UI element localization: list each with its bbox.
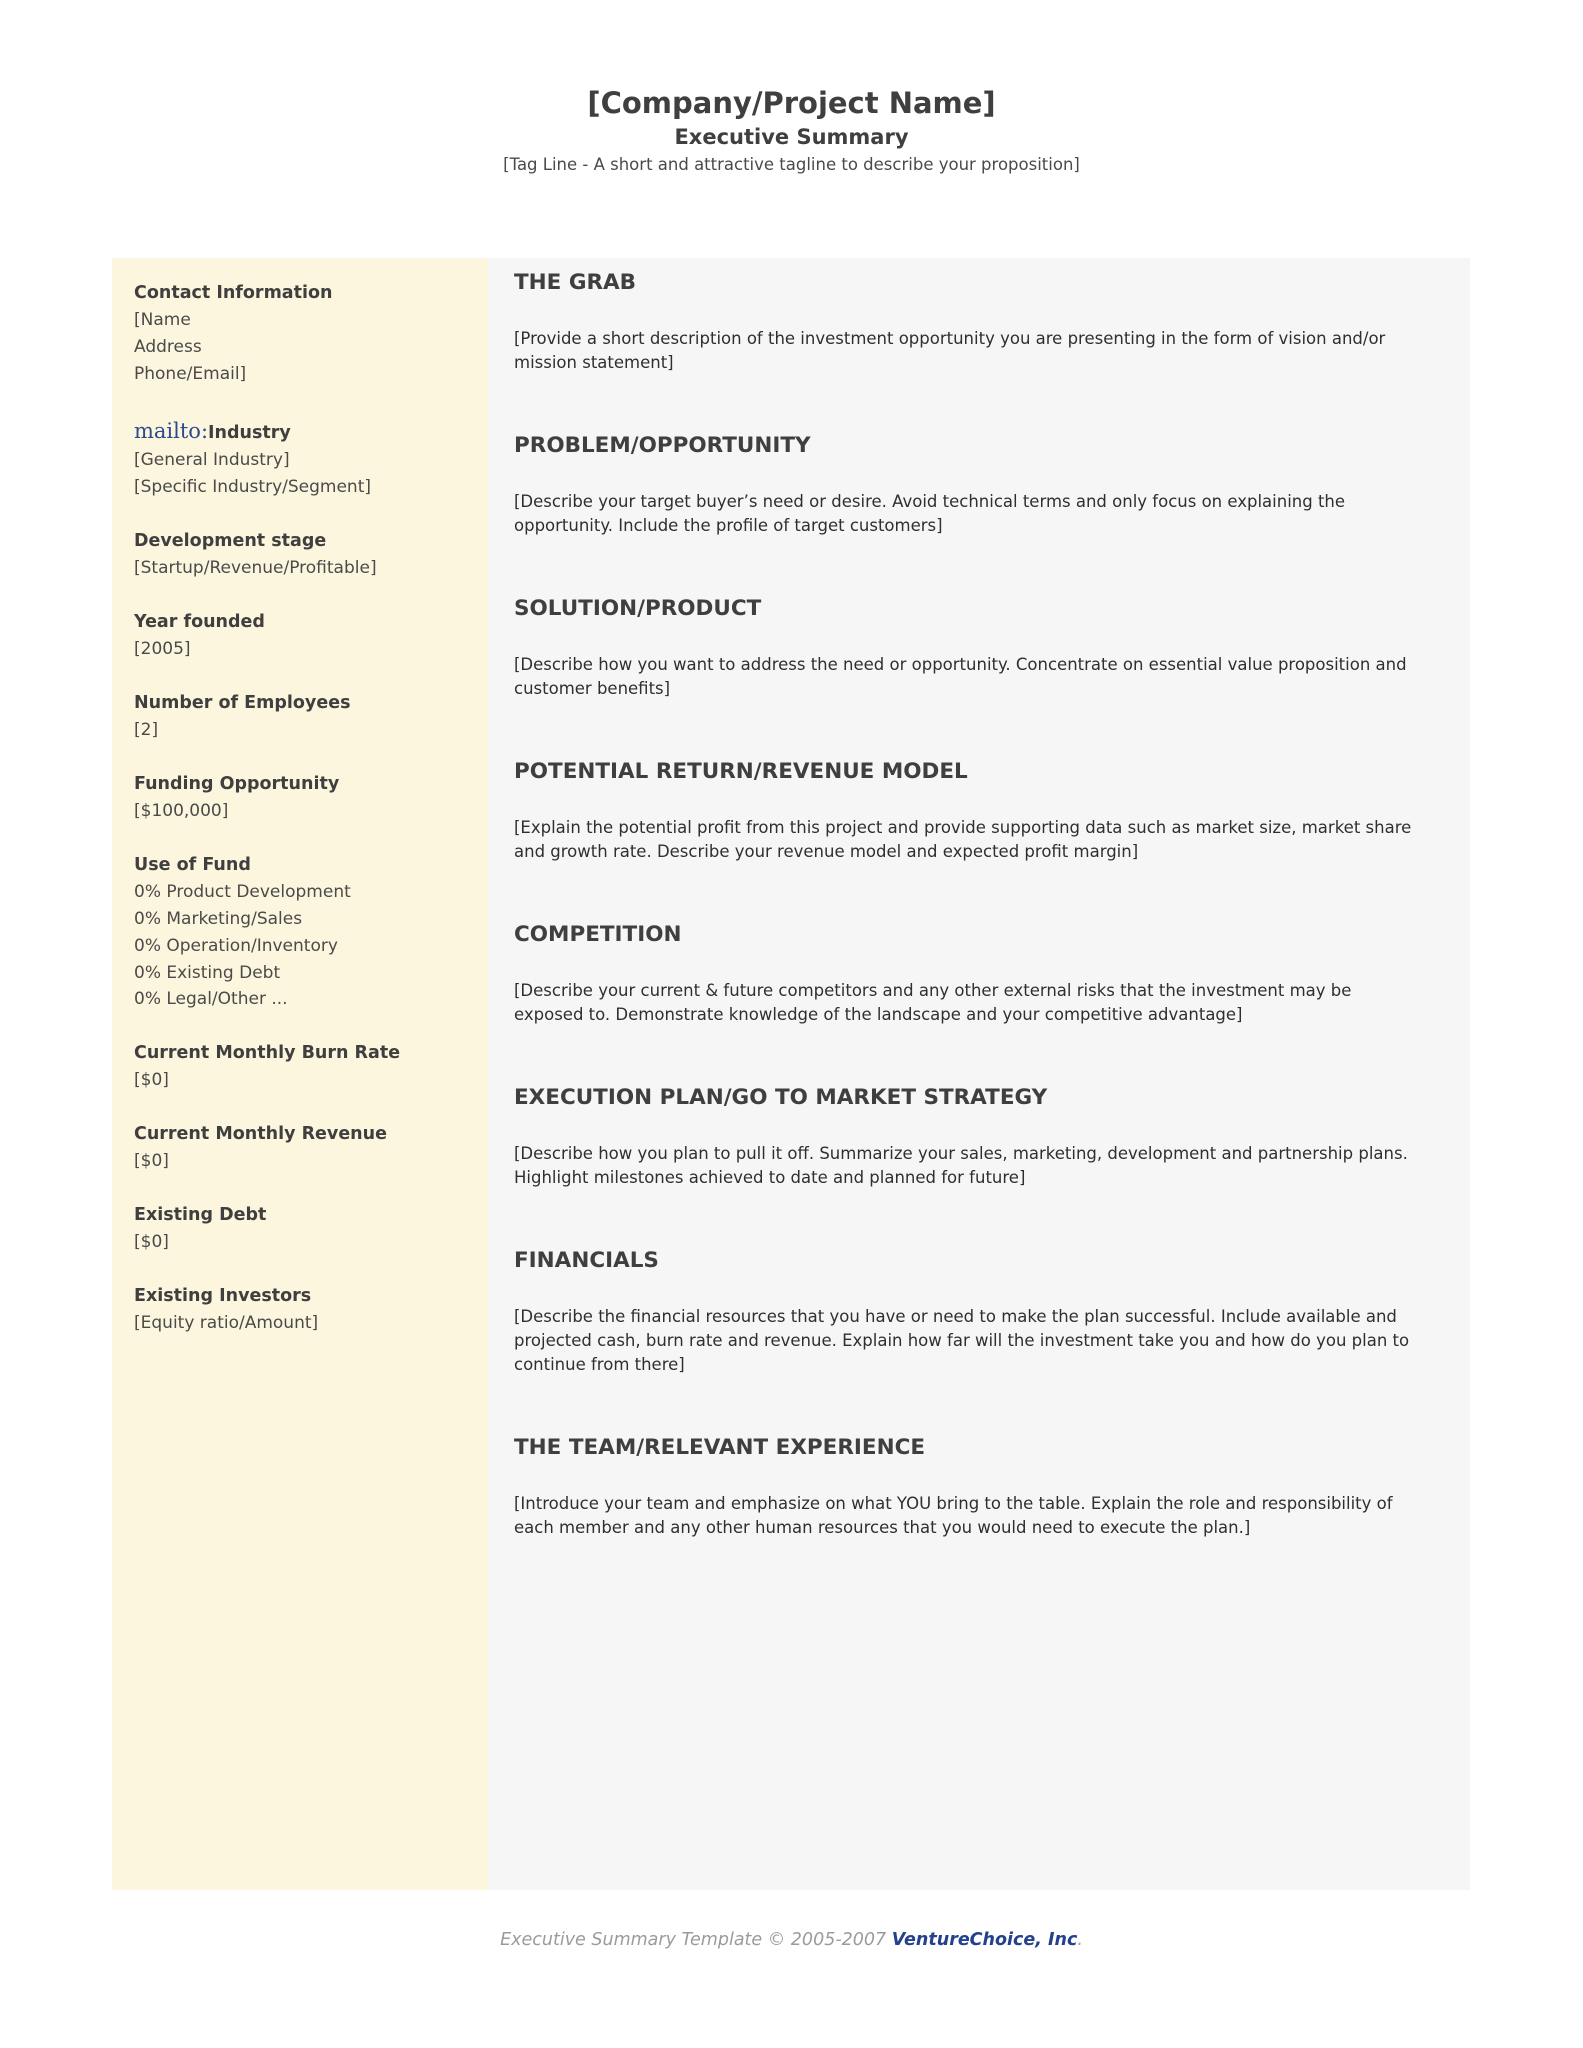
- sidebar-section-value: [Specific Industry/Segment]: [134, 477, 371, 498]
- sidebar-section-label: Industry: [208, 422, 291, 443]
- section-body: [Describe your target buyer’s need or desire. Avoid technical terms and only focus on explaining the opportunity. Include the profile of target customers]: [514, 491, 1346, 535]
- sidebar-section-value: [$100,000]: [134, 801, 229, 822]
- sidebar-section-heading: [134, 690, 470, 717]
- sidebar-section-label: Current Monthly Burn Rate: [134, 1043, 401, 1064]
- sidebar-section-label: Development stage: [134, 530, 327, 551]
- sidebar-section: [134, 609, 470, 663]
- section-body: [Describe your current & future competitors and any other external risks that the investment may be exposed to. Demonstrate knowledge of the landscape and your competitive advantage]: [514, 980, 1352, 1024]
- section-body: [Describe how you want to address the need or opportunity. Concentrate on essential value proposition and customer benefits]: [514, 654, 1407, 698]
- sidebar-section-value: 0% Product Development: [134, 882, 351, 903]
- section-heading: POTENTIAL RETURN/REVENUE MODEL: [514, 758, 968, 784]
- footer-suffix: .: [1077, 1930, 1083, 1950]
- section-heading: COMPETITION: [514, 921, 682, 947]
- sidebar-section-label: Current Monthly Revenue: [134, 1124, 387, 1145]
- sidebar-section-value: Address: [134, 336, 202, 357]
- content-panels: [112, 258, 1470, 1890]
- footer-brand-link: VentureChoice, Inc: [891, 1930, 1078, 1950]
- sidebar-section-label: Funding Opportunity: [134, 773, 340, 794]
- sidebar-section: [134, 1040, 470, 1094]
- sidebar-section-heading: [134, 1040, 470, 1067]
- section-heading: FINANCIALS: [514, 1247, 659, 1273]
- sidebar-section-heading: [134, 1283, 470, 1310]
- sidebar-section-label: Existing Investors: [134, 1286, 312, 1307]
- sidebar-section-value: [Name: [134, 310, 191, 331]
- page-title: [Company/Project Name]: [587, 86, 996, 120]
- sidebar-section-value: [General Industry]: [134, 450, 290, 471]
- sidebar-section-heading: [134, 1202, 470, 1229]
- sidebar-section: [134, 771, 470, 825]
- section-body: [Provide a short description of the investment opportunity you are presenting in the form of vision and/or mission statement]: [514, 328, 1386, 372]
- sidebar-section-heading: [134, 280, 470, 307]
- mailto-prefix: mailto:: [134, 418, 209, 443]
- page-subtitle: Executive Summary: [674, 124, 909, 149]
- sidebar-section-label: Existing Debt: [134, 1205, 267, 1226]
- sidebar-section-value: [2]: [134, 720, 159, 741]
- sidebar-section: [134, 528, 470, 582]
- sidebar-section-heading: [134, 852, 470, 879]
- sidebar-section-value: [Equity ratio/Amount]: [134, 1313, 319, 1334]
- sidebar-section: [134, 415, 470, 501]
- sidebar-section-value: 0% Marketing/Sales: [134, 908, 303, 929]
- sidebar-section-value: 0% Existing Debt: [134, 962, 281, 983]
- section-body: [Describe how you plan to pull it off. Summarize your sales, marketing, development and partnership plans. Highlight milestones achieved to date and planned for future]: [514, 1143, 1408, 1187]
- sidebar-section: [134, 690, 470, 744]
- sidebar-section-heading: [134, 528, 470, 555]
- sidebar-section-label: Number of Employees: [134, 692, 351, 713]
- section-heading: PROBLEM/OPPORTUNITY: [514, 432, 811, 458]
- section-heading: SOLUTION/PRODUCT: [514, 595, 762, 621]
- document-header: [0, 0, 1583, 174]
- sidebar-section-label: Use of Fund: [134, 854, 251, 875]
- section-body: [Describe the financial resources that you have or need to make the plan successful. Include available and projected cash, burn rate and revenue. Explain how far will the investment take you and how do you plan to continue from there]: [514, 1306, 1410, 1374]
- sidebar-section-heading: [134, 1121, 470, 1148]
- sidebar-section: [134, 280, 470, 388]
- sidebar-section-heading: [134, 609, 470, 636]
- section-heading: THE TEAM/RELEVANT EXPERIENCE: [514, 1434, 926, 1460]
- main-content: [488, 258, 1470, 1890]
- section-body: [Introduce your team and emphasize on what YOU bring to the table. Explain the role and responsibility of each member and any other human resources that you would need to execute the plan.]: [514, 1493, 1393, 1537]
- sidebar: [112, 258, 488, 1890]
- sidebar-section: [134, 1283, 470, 1337]
- sidebar-section-value: [$0]: [134, 1151, 169, 1172]
- sidebar-section: [134, 1121, 470, 1175]
- sidebar-section-value: 0% Operation/Inventory: [134, 935, 338, 956]
- sidebar-section-value: [$0]: [134, 1070, 169, 1091]
- section-body: [Explain the potential profit from this project and provide supporting data such as market size, market share and growth rate. Describe your revenue model and expected profit margin]: [514, 817, 1412, 861]
- sidebar-section-value: [$0]: [134, 1232, 169, 1253]
- section-heading: THE GRAB: [514, 270, 637, 295]
- sidebar-section: [134, 852, 470, 1013]
- sidebar-section-heading: [134, 415, 470, 448]
- sidebar-section-label: Contact Information: [134, 283, 333, 303]
- sidebar-section-label: Year founded: [134, 611, 265, 632]
- section-heading: EXECUTION PLAN/GO TO MARKET STRATEGY: [514, 1084, 1048, 1110]
- sidebar-section-value: [2005]: [134, 639, 191, 660]
- sidebar-section-heading: [134, 771, 470, 798]
- sidebar-section: [134, 1202, 470, 1256]
- footer-text: Executive Summary Template © 2005-2007: [500, 1930, 892, 1950]
- sidebar-section-value: Phone/Email]: [134, 363, 247, 384]
- sidebar-section-value: [Startup/Revenue/Profitable]: [134, 558, 377, 579]
- sidebar-section-value: 0% Legal/Other ...: [134, 989, 288, 1010]
- page-tagline: [Tag Line - A short and attractive tagline to describe your proposition]: [503, 154, 1080, 174]
- document-footer: [0, 1930, 1583, 1950]
